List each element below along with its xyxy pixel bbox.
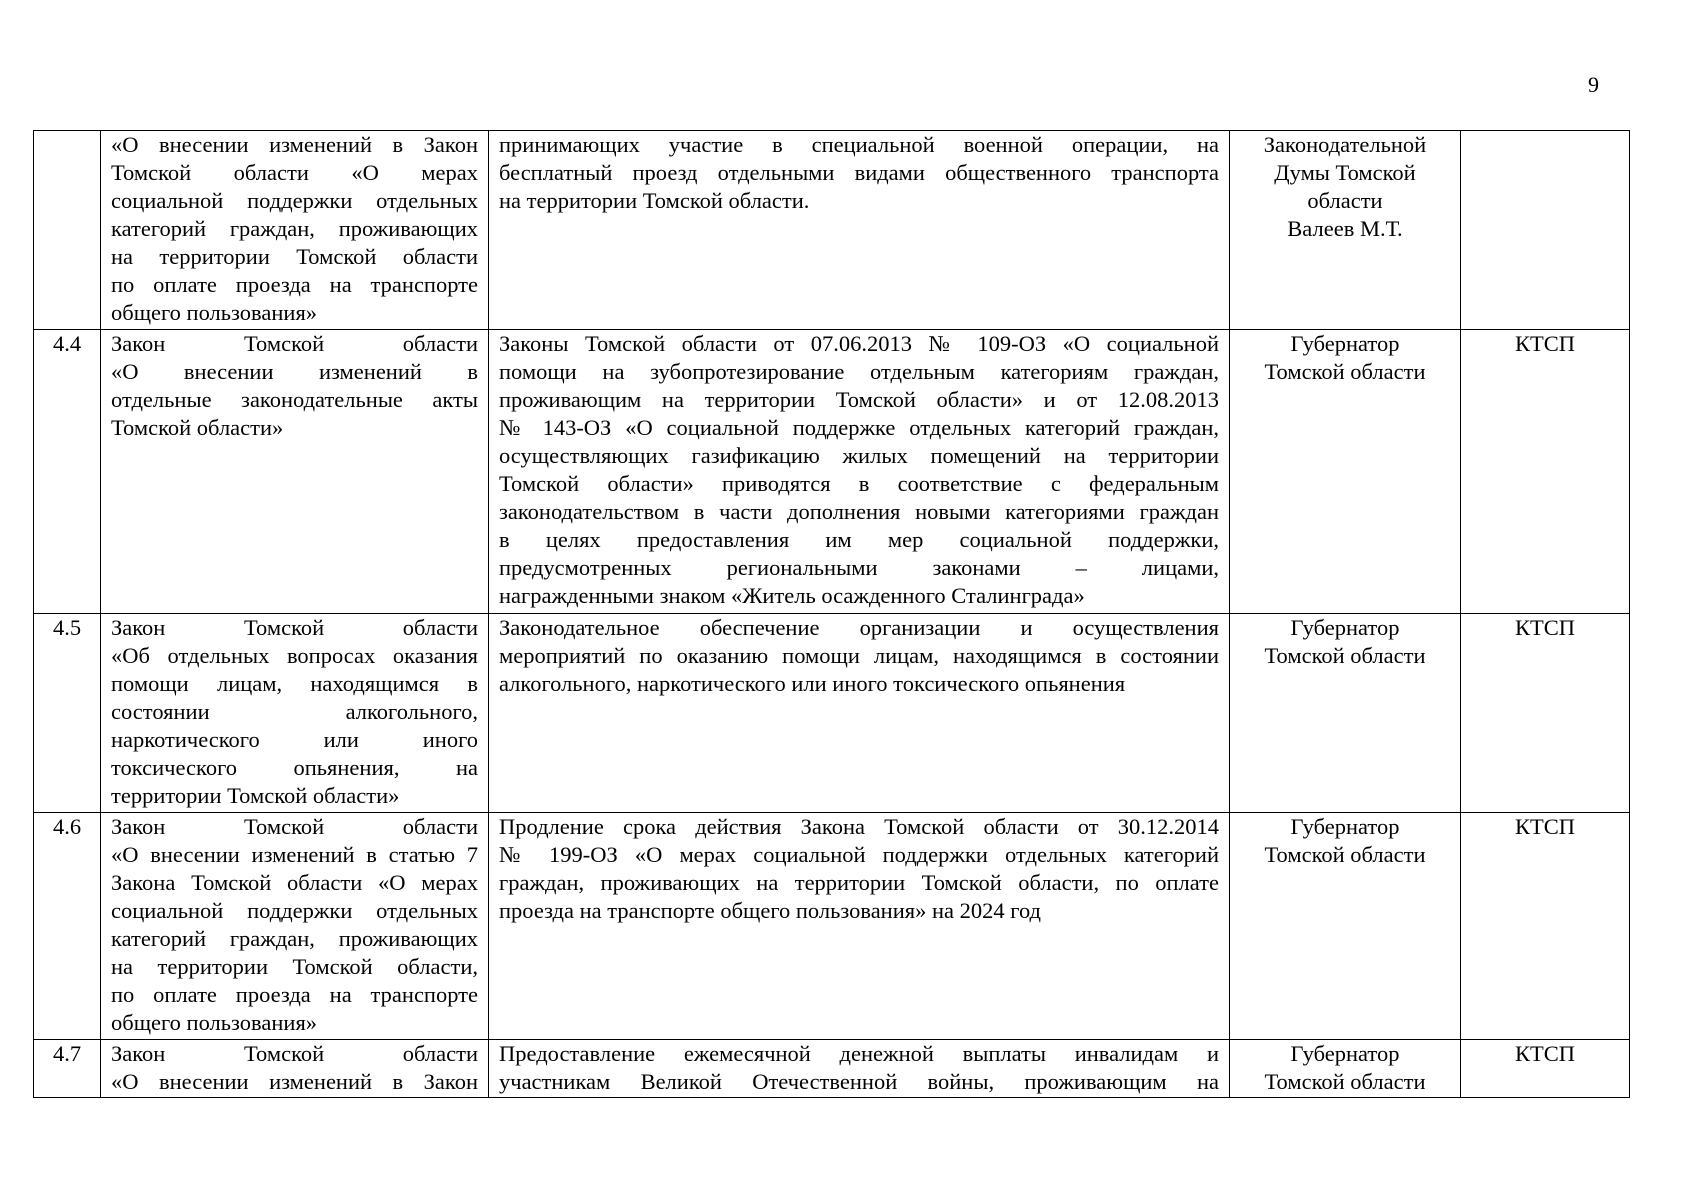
law-initiator: Губернатор Томской области xyxy=(1230,614,1461,813)
table-row xyxy=(34,614,1630,813)
row-number: 4.6 xyxy=(34,813,101,1040)
law-title: Закон Томской области «О внесении изменений в Закон xyxy=(101,1040,489,1098)
law-title: Закон Томской области «О внесении изменений в отдельные законодательные акты Томской области» xyxy=(101,330,489,614)
row-number: 4.4 xyxy=(34,330,101,614)
law-description: Предоставление ежемесячной денежной выплаты инвалидам и участникам Великой Отечественной войны, проживающим на xyxy=(489,1040,1230,1098)
table-row xyxy=(34,330,1630,614)
table-row xyxy=(34,813,1630,1040)
responsible-committee: КТСП xyxy=(1461,813,1630,1040)
law-description: Продление срока действия Закона Томской области от 30.12.2014 № 199-ОЗ «О мерах социальной поддержки отдельных категорий граждан, проживающих на территории Томской области, по оплате проезда на транспорте общего пользования» на 2024 год xyxy=(489,813,1230,1040)
table-row xyxy=(34,1040,1630,1098)
law-description: Законодательное обеспечение организации и осуществления мероприятий по оказанию помощи лицам, находящимся в состоянии алкогольного, наркотического или иного токсического опьянения xyxy=(489,614,1230,813)
responsible-committee: КТСП xyxy=(1461,614,1630,813)
responsible-committee: КТСП xyxy=(1461,330,1630,614)
law-initiator: Губернатор Томской области xyxy=(1230,813,1461,1040)
law-initiator: Законодательной Думы Томской области Валеев М.Т. xyxy=(1230,131,1461,330)
page-number: 9 xyxy=(1588,72,1599,97)
law-description: принимающих участие в специальной военной операции, на бесплатный проезд отдельными видами общественного транспорта на территории Томской области. xyxy=(489,131,1230,330)
law-initiator: Губернатор Томской области xyxy=(1230,1040,1461,1098)
row-number xyxy=(34,131,101,330)
law-initiator: Губернатор Томской области xyxy=(1230,330,1461,614)
responsible-committee: КТСП xyxy=(1461,1040,1630,1098)
law-title: Закон Томской области «О внесении изменений в статью 7 Закона Томской области «О мерах социальной поддержки отдельных категорий граждан, проживающих на территории Томской области, по оплате проезда на транспорте общего пользования» xyxy=(101,813,489,1040)
row-number: 4.5 xyxy=(34,614,101,813)
law-title: Закон Томской области «Об отдельных вопросах оказания помощи лицам, находящимся в состоянии алкогольного, наркотического или иного токсического опьянения, на территории Томской области» xyxy=(101,614,489,813)
law-title: «О внесении изменений в Закон Томской области «О мерах социальной поддержки отдельных категорий граждан, проживающих на территории Томской области по оплате проезда на транспорте общего пользования» xyxy=(101,131,489,330)
row-number: 4.7 xyxy=(34,1040,101,1098)
responsible-committee xyxy=(1461,131,1630,330)
legislation-plan-table xyxy=(33,130,1630,1098)
table-row xyxy=(34,131,1630,330)
law-description: Законы Томской области от 07.06.2013 № 109-ОЗ «О социальной помощи на зубопротезирование отдельным категориям граждан, проживающим на территории Томской области» и от 12.08.2013 № 143-ОЗ «О социальной поддержке отдельных категорий граждан, осуществляющих газификацию жилых помещений на территории Томской области» приводятся в соответствие с федеральным законодательством в части дополнения новыми категориями граждан в целях предоставления им мер социальной поддержки, предусмотренных региональными законами – лицами, награжденными знаком «Житель осажденного Сталинграда» xyxy=(489,330,1230,614)
